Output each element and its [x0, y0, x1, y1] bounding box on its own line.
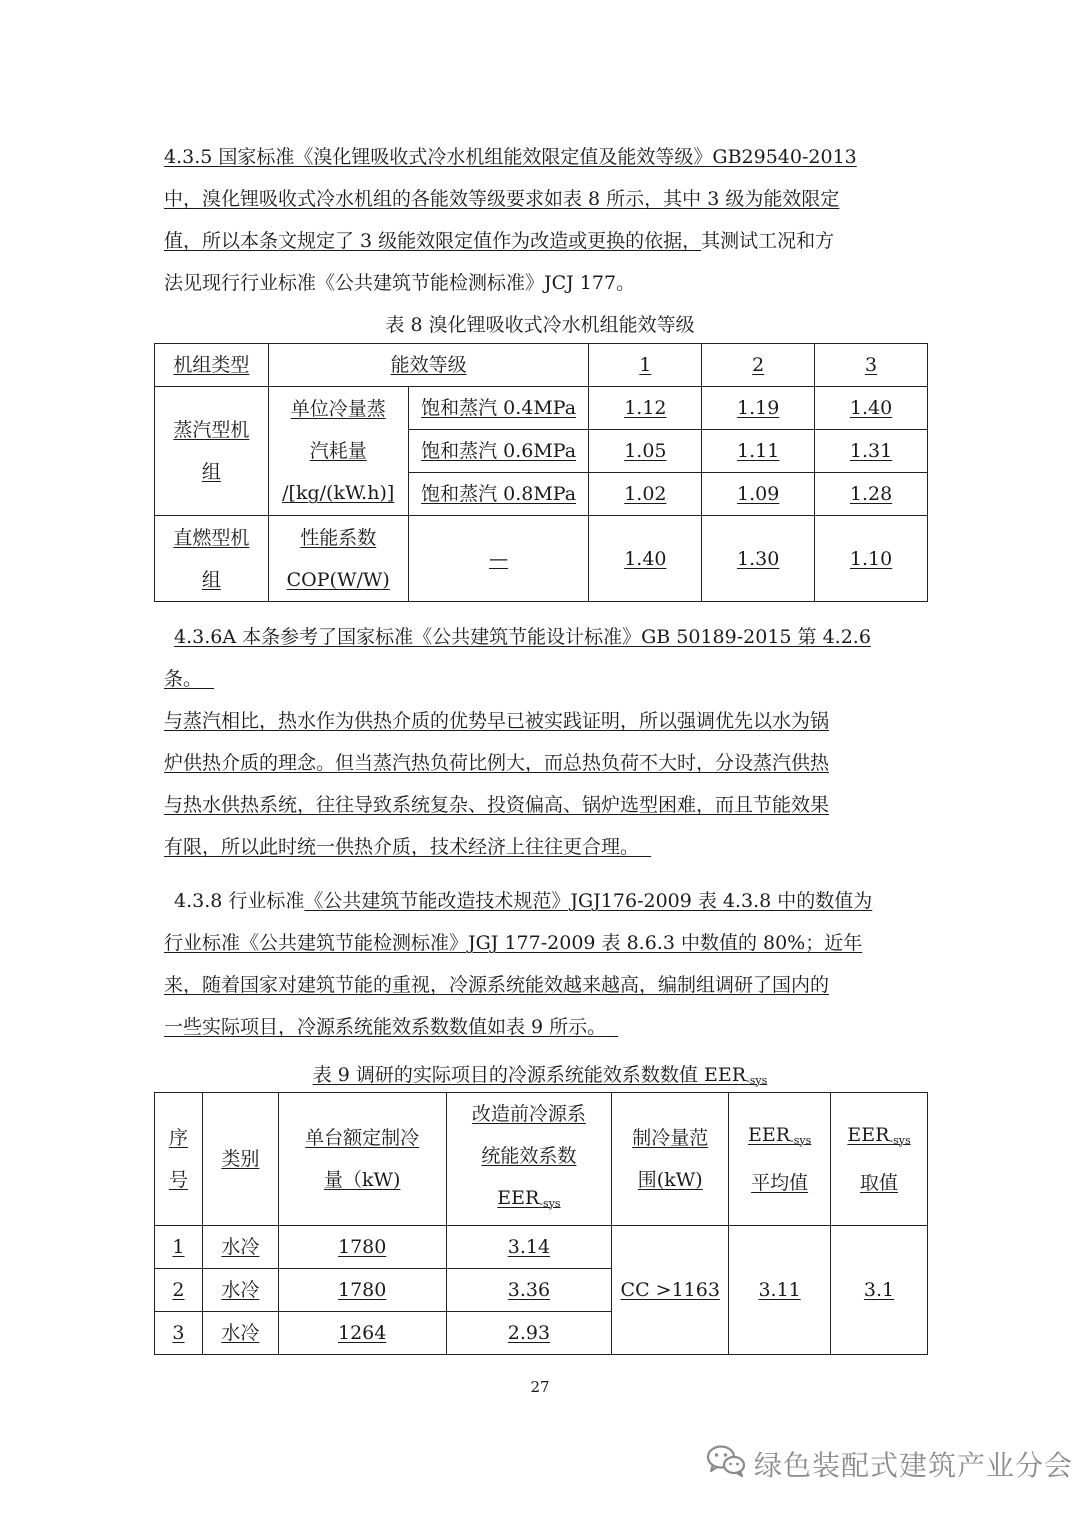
steam-condition: 饱和蒸汽 0.6MPa — [408, 430, 589, 473]
text-line: 与蒸汽相比，热水作为供热介质的优势早已被实践证明，所以强调优先以水为锅 — [164, 710, 830, 732]
cell-capacity: 1780 — [278, 1269, 446, 1312]
text-line: 中，溴化锂吸收式冷水机组的各能效等级要求如表 8 所示，其中 3 级为能效限定 — [164, 188, 840, 210]
header-before-eer: 改造前冷源系 统能效系数 $EER_{-sys}$ — [446, 1093, 612, 1226]
text-line: 4.3.6A 本条参考了国家标准《公共建筑节能设计标准》GB 50189-2015 第 4.2.6 — [174, 626, 871, 648]
cell-no: 1 — [155, 1226, 203, 1269]
header-unit-type: 机组类型 — [155, 344, 269, 387]
cell-capacity: 1780 — [278, 1226, 446, 1269]
steam-type-cell: 蒸汽型机 组 — [155, 387, 269, 516]
value-cell: 1.30 — [702, 516, 815, 602]
text-line: 行业标准《公共建筑节能检测标准》JGJ 177-2009 表 8.6.3 中数值的 80%；近年 — [164, 932, 863, 954]
cell-category: 水冷 — [202, 1226, 278, 1269]
value-cell: 1.11 — [702, 430, 815, 473]
cell-no: 2 — [155, 1269, 203, 1312]
header-category: 类别 — [202, 1093, 278, 1226]
value-cell: 1.05 — [589, 430, 702, 473]
cell-eer: 2.93 — [446, 1312, 612, 1355]
value-cell: 1.09 — [702, 473, 815, 516]
text-line: 法见现行行业标准《公共建筑节能检测标准》JCJ 177。 — [164, 272, 636, 294]
direct-metric-cell: 性能系数 COP(W/W) — [268, 516, 408, 602]
value-cell: 1.02 — [589, 473, 702, 516]
direct-type-cell: 直燃型机 组 — [155, 516, 269, 602]
header-rated-capacity: 单台额定制冷 量（kW) — [278, 1093, 446, 1226]
text-line: 4.3.5 国家标准《溴化锂吸收式冷水机组能效限定值及能效等级》GB29540-2013 — [164, 146, 857, 168]
value-cell: 1.31 — [815, 430, 928, 473]
wechat-icon — [706, 1444, 754, 1485]
header-grade-2: 2 — [702, 344, 815, 387]
table9-caption: 表 9 调研的实际项目的冷源系统能效系数数值 $EER_{-sys}$ — [312, 1064, 768, 1087]
cell-eer: 3.36 — [446, 1269, 612, 1312]
text-line: 有限，所以此时统一供热介质，技术经济上往往更合理。 — [164, 836, 640, 858]
text-line: 来，随着国家对建筑节能的重视，冷源系统能效越来越高，编制组调研了国内的 — [164, 974, 830, 996]
steam-condition: 饱和蒸汽 0.8MPa — [408, 473, 589, 516]
watermark-text: 绿色装配式建筑产业分会 — [754, 1449, 1074, 1482]
table8 — [154, 343, 928, 602]
table9 — [154, 1092, 928, 1355]
text-line: 与热水供热系统，往往导致系统复杂、投资偏高、锅炉选型困难，而且节能效果 — [164, 794, 830, 816]
header-efficiency-grade: 能效等级 — [268, 344, 589, 387]
cell-no: 3 — [155, 1312, 203, 1355]
cell-eer: 3.14 — [446, 1226, 612, 1269]
text-line: 一些实际项目，冷源系统能效系数数值如表 9 所示。 — [164, 1016, 607, 1038]
text-line: 条。 — [164, 668, 203, 690]
direct-condition: — — [408, 516, 589, 602]
cell-category: 水冷 — [202, 1269, 278, 1312]
table8-caption: 表 8 溴化锂吸收式冷水机组能效等级 — [385, 314, 695, 336]
page-number: 27 — [530, 1378, 550, 1396]
paragraph-4-3-6a — [164, 616, 918, 868]
cell-category: 水冷 — [202, 1312, 278, 1355]
steam-condition: 饱和蒸汽 0.4MPa — [408, 387, 589, 430]
paragraph-4-3-5 — [164, 136, 918, 304]
text-line: 炉供热介质的理念。但当蒸汽热负荷比例大，而总热负荷不大时，分设蒸汽供热 — [164, 752, 830, 774]
value-cell: 1.12 — [589, 387, 702, 430]
value-cell: 1.19 — [702, 387, 815, 430]
header-capacity-range: 制冷量范 围(kW) — [612, 1093, 729, 1226]
header-eer-adopted: $EER_{-sys}$ 取值 — [831, 1093, 928, 1226]
cell-adopted: 3.1 — [831, 1226, 928, 1355]
text-line: 《公共建筑节能改造技术规范》JGJ176-2009 表 4.3.8 中的数值为 — [304, 890, 873, 912]
cell-capacity: 1264 — [278, 1312, 446, 1355]
value-cell: 1.40 — [589, 516, 702, 602]
value-cell: 1.40 — [815, 387, 928, 430]
header-grade-1: 1 — [589, 344, 702, 387]
text-line: 4.3.8 行业标准 — [174, 890, 305, 912]
value-cell: 1.10 — [815, 516, 928, 602]
value-cell: 1.28 — [815, 473, 928, 516]
paragraph-4-3-8 — [164, 880, 918, 1048]
text-line: 其测试工况和方 — [701, 230, 835, 252]
header-grade-3: 3 — [815, 344, 928, 387]
header-no: 序 号 — [155, 1093, 203, 1226]
header-eer-average: $EER_{-sys}$ 平均值 — [729, 1093, 831, 1226]
cell-average: 3.11 — [729, 1226, 831, 1355]
cell-range: CC >1163 — [612, 1226, 729, 1355]
steam-metric-cell: 单位冷量蒸 汽耗量 /[kg/(kW.h)] — [268, 387, 408, 516]
watermark — [706, 1440, 1073, 1488]
text-line: 值，所以本条文规定了 3 级能效限定值作为改造或更换的依据， — [164, 230, 702, 252]
